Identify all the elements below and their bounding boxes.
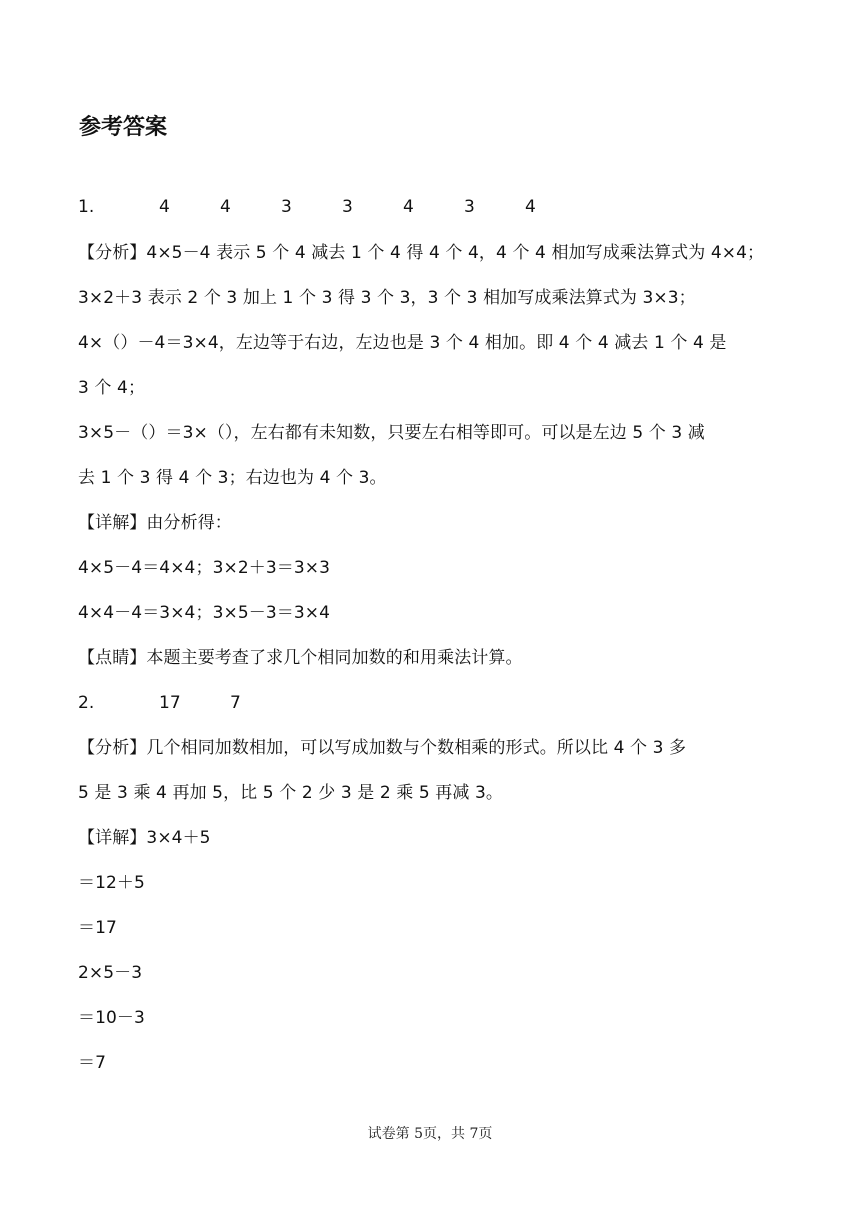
q1-answer-row bbox=[78, 195, 578, 219]
q2-detail-line: ＝7 bbox=[78, 1053, 107, 1073]
q1-comment: 【点睛】本题主要考查了求几个相同加数的和用乘法计算。 bbox=[78, 648, 523, 668]
q1-answer-3: 3 bbox=[281, 197, 292, 217]
q2-analysis-line: 5 是 3 乘 4 再加 5，比 5 个 2 少 3 是 2 乘 5 再减 3。 bbox=[78, 783, 504, 803]
q1-detail-line: 【详解】由分析得： bbox=[78, 513, 232, 533]
q1-analysis-line: 4×（）－4＝3×4，左边等于右边，左边也是 3 个 4 相加。即 4 个 4 减去 1 个 4 是 bbox=[78, 333, 727, 353]
q1-answer-6: 3 bbox=[464, 197, 475, 217]
q2-answer-2: 7 bbox=[230, 693, 241, 713]
q2-answer-1: 17 bbox=[159, 693, 181, 713]
q1-answer-1: 4 bbox=[159, 197, 170, 217]
q1-answer-4: 3 bbox=[342, 197, 353, 217]
q1-analysis-line: 3 个 4； bbox=[78, 378, 146, 398]
q1-analysis-line: 3×5－（）＝3×（），左右都有未知数，只要左右相等即可。可以是左边 5 个 3 减 bbox=[78, 423, 705, 443]
q2-detail-line: ＝12＋5 bbox=[78, 873, 145, 893]
q1-answer-2: 4 bbox=[220, 197, 231, 217]
q2-detail-line: ＝17 bbox=[78, 918, 117, 938]
q2-detail-line: 【详解】3×4＋5 bbox=[78, 828, 211, 848]
page-footer: 试卷第 5页，共 7页 bbox=[367, 1126, 493, 1142]
q1-analysis-line: 去 1 个 3 得 4 个 3；右边也为 4 个 3。 bbox=[78, 468, 387, 488]
q2-analysis-line: 【分析】几个相同加数相加，可以写成加数与个数相乘的形式。所以比 4 个 3 多 bbox=[78, 738, 687, 758]
q1-analysis-line: 【分析】4×5－4 表示 5 个 4 减去 1 个 4 得 4 个 4，4 个 4 相加写成乘法算式为 4×4； bbox=[78, 243, 765, 263]
q1-number: 1. bbox=[78, 197, 95, 217]
q2-answer-row bbox=[78, 691, 278, 715]
q1-analysis-line: 3×2＋3 表示 2 个 3 加上 1 个 3 得 3 个 3，3 个 3 相加写成乘法算式为 3×3； bbox=[78, 288, 696, 308]
q1-answer-5: 4 bbox=[403, 197, 414, 217]
q2-detail-line: 2×5－3 bbox=[78, 963, 143, 983]
q1-detail-line: 4×4－4＝3×4；3×5－3＝3×4 bbox=[78, 603, 331, 623]
page-title: 参考答案 bbox=[79, 115, 168, 140]
q2-number: 2. bbox=[78, 693, 95, 713]
q1-detail-line: 4×5－4＝4×4；3×2＋3＝3×3 bbox=[78, 558, 331, 578]
q2-detail-line: ＝10－3 bbox=[78, 1008, 145, 1028]
q1-answer-7: 4 bbox=[525, 197, 536, 217]
